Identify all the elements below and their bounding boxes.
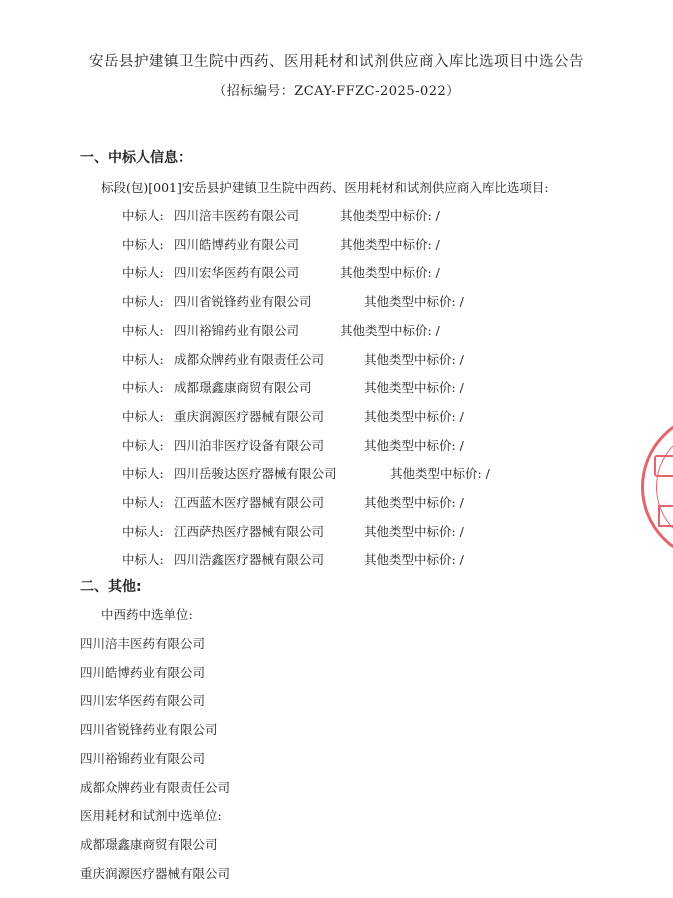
- winner-label: 中标人:: [122, 495, 164, 510]
- winner-label: 中标人:: [122, 322, 164, 338]
- winner-label: 中标人:: [122, 523, 164, 539]
- winner-price: 其他类型中标价: /: [340, 322, 440, 338]
- tender-number: （招标编号：ZCAY-FFZC-2025-022）: [213, 84, 460, 99]
- winner-company: 四川宏华医药有限公司: [174, 265, 300, 281]
- winner-label: 中标人:: [122, 208, 164, 223]
- winner-price: 其他类型中标价: /: [364, 408, 464, 424]
- winner-company: 成都众牌药业有限责任公司: [174, 351, 325, 367]
- winner-label: 中标人:: [122, 294, 164, 310]
- winner-company: 四川泊非医疗设备有限公司: [174, 437, 325, 453]
- announcement-title: 安岳县护建镇卫生院中西药、医用耗材和试剂供应商入库比选项目中选公告: [89, 54, 584, 70]
- lot-intro: 标段(包)[001]安岳县护建镇卫生院中西药、医用耗材和试剂供应商入库比选项目:: [101, 180, 549, 195]
- winner-price: 其他类型中标价: /: [364, 380, 464, 396]
- winner-price: 其他类型中标价: /: [340, 236, 440, 252]
- winner-label: 中标人:: [122, 265, 164, 281]
- medicine-unit: 四川涪丰医药有限公司: [80, 636, 206, 651]
- medicine-unit: 四川裕锦药业有限公司: [80, 750, 206, 766]
- medicine-unit: 四川宏华医药有限公司: [80, 693, 206, 709]
- medicine-unit: 四川皓博药业有限公司: [80, 664, 206, 680]
- medicine-units-heading: 中西药中选单位:: [101, 607, 193, 622]
- winner-label: 中标人:: [122, 351, 164, 367]
- winner-price: 其他类型中标价: /: [364, 552, 464, 568]
- winner-price: 其他类型中标价: /: [390, 466, 490, 482]
- winner-company: 江西蓝木医疗器械有限公司: [174, 495, 325, 510]
- winner-label: 中标人:: [122, 380, 164, 396]
- section-heading-other: 二、其他:: [80, 579, 142, 595]
- seal-mark: [658, 505, 673, 527]
- winner-price: 其他类型中标价: /: [364, 523, 464, 539]
- medicine-unit: 成都众牌药业有限责任公司: [80, 779, 231, 795]
- winner-price: 其他类型中标价: /: [364, 495, 464, 510]
- winner-company: 四川浩鑫医疗器械有限公司: [174, 552, 325, 568]
- winner-price: 其他类型中标价: /: [340, 265, 440, 281]
- winner-company: 四川省锐锋药业有限公司: [174, 294, 312, 310]
- seal-mark: [654, 455, 673, 477]
- winner-label: 中标人:: [122, 552, 164, 568]
- winner-price: 其他类型中标价: /: [364, 351, 464, 367]
- winner-price: 其他类型中标价: /: [364, 294, 464, 310]
- winner-label: 中标人:: [122, 437, 164, 453]
- consumables-unit: 重庆润源医疗器械有限公司: [80, 865, 231, 881]
- section-heading-winners: 一、中标人信息：: [80, 150, 192, 166]
- medicine-unit: 四川省锐锋药业有限公司: [80, 722, 218, 738]
- official-seal: [641, 412, 673, 562]
- winner-company: 成都璟鑫康商贸有限公司: [174, 380, 312, 396]
- winner-label: 中标人:: [122, 236, 164, 252]
- winner-company: 四川裕锦药业有限公司: [174, 322, 300, 338]
- winner-price: 其他类型中标价: /: [340, 208, 440, 223]
- consumables-unit: 成都璟鑫康商贸有限公司: [80, 837, 218, 852]
- winner-company: 四川涪丰医药有限公司: [174, 208, 300, 223]
- winner-company: 重庆润源医疗器械有限公司: [174, 408, 325, 424]
- winner-company: 四川岳骏达医疗器械有限公司: [174, 466, 337, 482]
- winner-price: 其他类型中标价: /: [364, 437, 464, 453]
- winner-label: 中标人:: [122, 466, 164, 482]
- winner-company: 四川皓博药业有限公司: [174, 236, 300, 252]
- consumables-units-heading: 医用耗材和试剂中选单位:: [80, 808, 222, 823]
- winner-company: 江西萨热医疗器械有限公司: [174, 523, 325, 539]
- winner-label: 中标人:: [122, 408, 164, 424]
